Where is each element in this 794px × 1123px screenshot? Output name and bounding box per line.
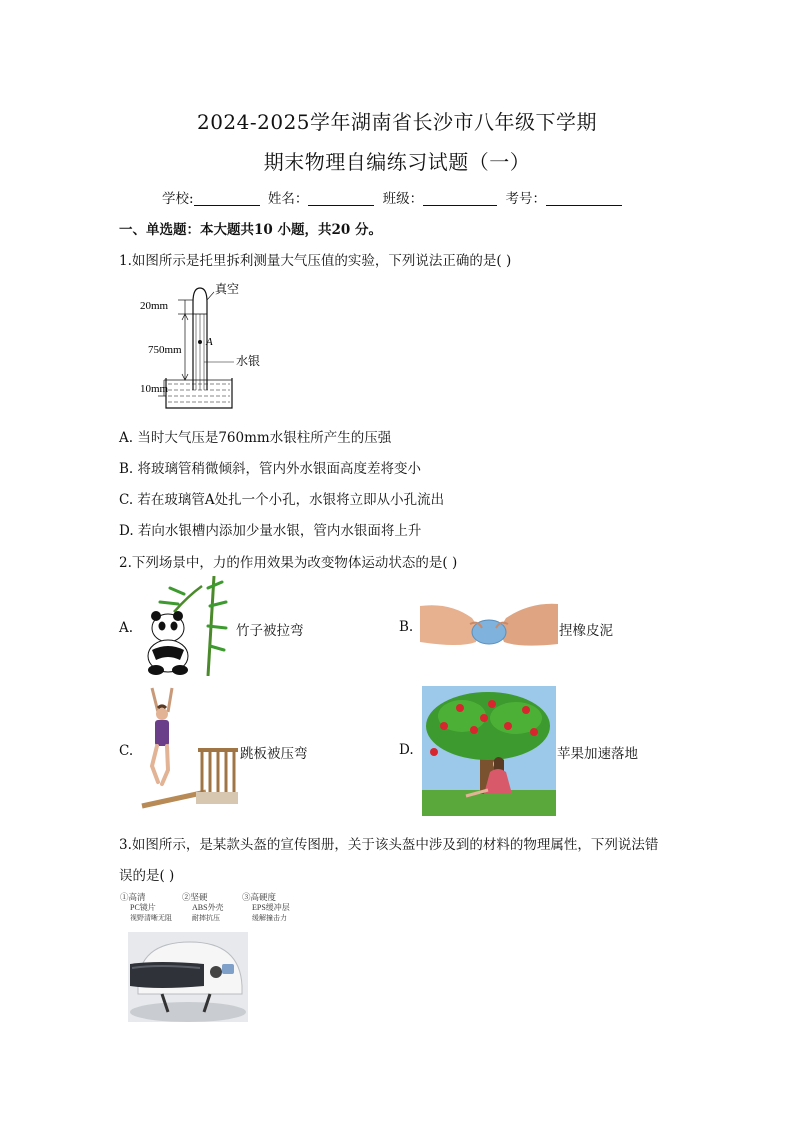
label-750mm: 750mm	[148, 344, 182, 356]
torricelli-figure	[140, 280, 270, 410]
choice-c-letter[interactable]: C.	[119, 743, 134, 759]
section-heading: 一、单选题：本大题共10 小题，共20 分。	[119, 222, 382, 238]
label-a: A	[206, 336, 213, 348]
class-blank[interactable]	[423, 191, 497, 206]
feature-2-title: ②坚硬	[182, 892, 208, 902]
helmet-figure	[118, 890, 312, 1024]
choice-b-caption: 捏橡皮泥	[559, 623, 613, 639]
choice-d-caption: 苹果加速落地	[557, 746, 638, 762]
name-label: 姓名：	[267, 191, 309, 207]
name-blank[interactable]	[308, 191, 374, 206]
choice-a-letter[interactable]: A.	[119, 620, 134, 636]
page-title: 2024-2025学年湖南省长沙市八年级下学期	[196, 110, 598, 134]
choice-c-caption: 跳板被压弯	[240, 746, 308, 762]
number-label: 考号：	[505, 191, 546, 207]
student-info-line	[162, 187, 626, 207]
feature-3-line2: 缓解撞击力	[252, 914, 287, 922]
label-mercury: 水银	[236, 354, 261, 368]
panda-bamboo-icon	[138, 576, 236, 676]
feature-3-line1: EPS缓冲层	[252, 903, 290, 912]
school-label: 学校:	[162, 191, 194, 207]
question-1-option-c[interactable]: C. 若在玻璃管A处扎一个小孔，水银将立即从小孔流出	[119, 492, 445, 508]
class-label: 班级：	[382, 191, 424, 207]
feature-1-line2: 视野清晰无阻	[130, 914, 172, 922]
feature-3-title: ③高硬度	[242, 892, 277, 902]
question-1-option-a[interactable]: A. 当时大气压是760mm水银柱所产生的压强	[119, 430, 392, 446]
choice-a-caption: 竹子被拉弯	[236, 623, 304, 639]
number-blank[interactable]	[546, 191, 622, 206]
point-a-dot	[198, 340, 202, 344]
label-20mm: 20mm	[140, 300, 169, 312]
feature-1-line1: PC镜片	[130, 903, 156, 912]
diver-board-icon	[138, 686, 240, 810]
feature-2-line2: 耐摔抗压	[192, 914, 220, 922]
question-3-stem-line-1: 3.如图所示，是某款头盔的宣传图册，关于该头盔中涉及到的材料的物理属性，下列说法错	[119, 837, 659, 853]
feature-1-title: ①高清	[120, 892, 146, 902]
question-1-stem: 1.如图所示是托里拆利测量大气压值的实验，下列说法正确的是( )	[119, 253, 512, 269]
question-1-option-b[interactable]: B. 将玻璃管稍微倾斜，管内外水银面高度差将变小	[119, 461, 422, 477]
label-vacuum: 真空	[215, 282, 240, 296]
choice-b-letter[interactable]: B.	[399, 619, 414, 635]
label-10mm: 10mm	[140, 383, 169, 395]
apple-tree-icon	[422, 686, 556, 816]
question-1-option-d[interactable]: D. 若向水银槽内添加少量水银，管内水银面将上升	[119, 523, 422, 539]
school-blank[interactable]	[194, 191, 260, 206]
choice-d-letter[interactable]: D.	[399, 742, 414, 758]
feature-2-line1: ABS外壳	[192, 903, 224, 912]
page-subtitle: 期末物理自编练习试题（一）	[263, 150, 531, 174]
question-3-stem-line-2: 误的是( )	[119, 868, 175, 884]
mercury-trough	[166, 378, 232, 408]
question-2-stem: 2.下列场景中，力的作用效果为改变物体运动状态的是( )	[119, 555, 458, 571]
hands-clay-icon	[420, 598, 558, 652]
